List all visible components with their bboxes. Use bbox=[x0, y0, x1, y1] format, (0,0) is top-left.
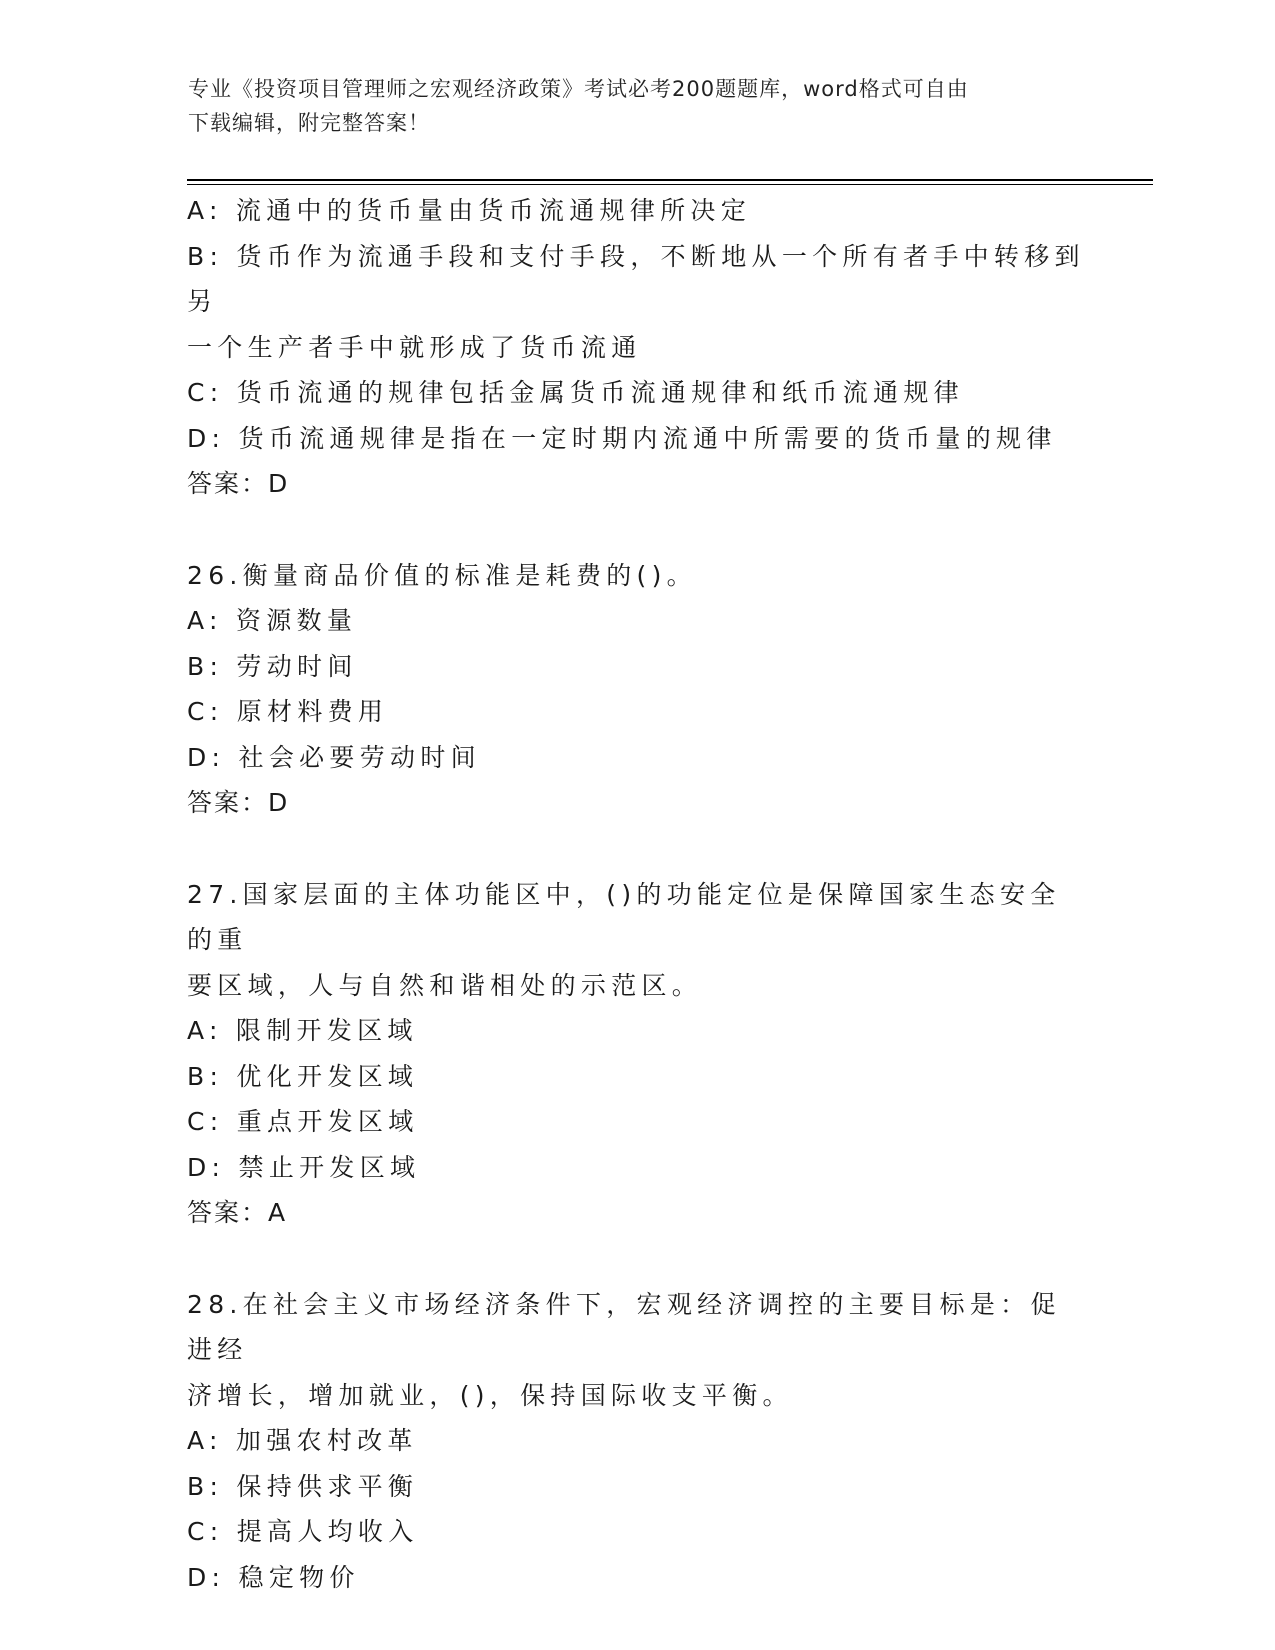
answer: 答案：A bbox=[187, 1198, 288, 1227]
question-26 bbox=[187, 553, 1087, 826]
option-c: C: 重点开发区域 bbox=[187, 1107, 419, 1136]
question-text-line-1: 27.国家层面的主体功能区中，()的功能定位是保障国家生态安全的重 bbox=[187, 879, 1061, 954]
option-d: D: 禁止开发区域 bbox=[187, 1152, 421, 1182]
option-c: C: 原材料费用 bbox=[187, 697, 389, 726]
header-divider-thin bbox=[187, 184, 1153, 185]
option-d: D: 货币流通规律是指在一定时期内流通中所需要的货币量的规律 bbox=[187, 423, 1057, 453]
option-c: C: 提高人均收入 bbox=[187, 1517, 419, 1546]
document-header bbox=[188, 72, 1088, 140]
header-line-2: 下载编辑，附完整答案！ bbox=[188, 111, 430, 135]
answer: 答案：D bbox=[187, 788, 290, 817]
question-text-line-2: 要区域，人与自然和谐相处的示范区。 bbox=[187, 970, 703, 1000]
option-a: A: 资源数量 bbox=[187, 606, 358, 635]
spacer bbox=[187, 826, 1087, 872]
option-b: B: 保持供求平衡 bbox=[187, 1471, 419, 1501]
option-b: B: 优化开发区域 bbox=[187, 1061, 419, 1091]
question-list bbox=[187, 188, 1087, 1600]
question-text-line-2: 济增长，增加就业，()，保持国际收支平衡。 bbox=[187, 1380, 793, 1410]
option-a: A: 加强农村改革 bbox=[187, 1426, 418, 1455]
option-a: A: 限制开发区域 bbox=[187, 1016, 418, 1045]
option-b: B: 货币作为流通手段和支付手段，不断地从一个所有者手中转移到另 bbox=[187, 241, 1085, 316]
option-b: B: 劳动时间 bbox=[187, 651, 358, 681]
option-d: D: 稳定物价 bbox=[187, 1562, 360, 1592]
option-a: A: 流通中的货币量由货币流通规律所决定 bbox=[187, 196, 752, 225]
question-text-line-1: 28.在社会主义市场经济条件下，宏观经济调控的主要目标是：促进经 bbox=[187, 1289, 1061, 1364]
question-25 bbox=[187, 188, 1087, 507]
question-28 bbox=[187, 1282, 1087, 1601]
header-line-1: 专业《投资项目管理师之宏观经济政策》考试必考200题题库，word格式可自由 bbox=[188, 77, 969, 101]
question-text: 26.衡量商品价值的标准是耗费的()。 bbox=[187, 560, 697, 590]
question-27 bbox=[187, 872, 1087, 1236]
option-d: D: 社会必要劳动时间 bbox=[187, 742, 481, 772]
spacer bbox=[187, 507, 1087, 553]
option-b-continued: 一个生产者手中就形成了货币流通 bbox=[187, 332, 642, 362]
option-c: C: 货币流通的规律包括金属货币流通规律和纸币流通规律 bbox=[187, 378, 964, 407]
spacer bbox=[187, 1236, 1087, 1282]
answer: 答案：D bbox=[187, 469, 290, 498]
header-divider-thick bbox=[187, 179, 1153, 181]
